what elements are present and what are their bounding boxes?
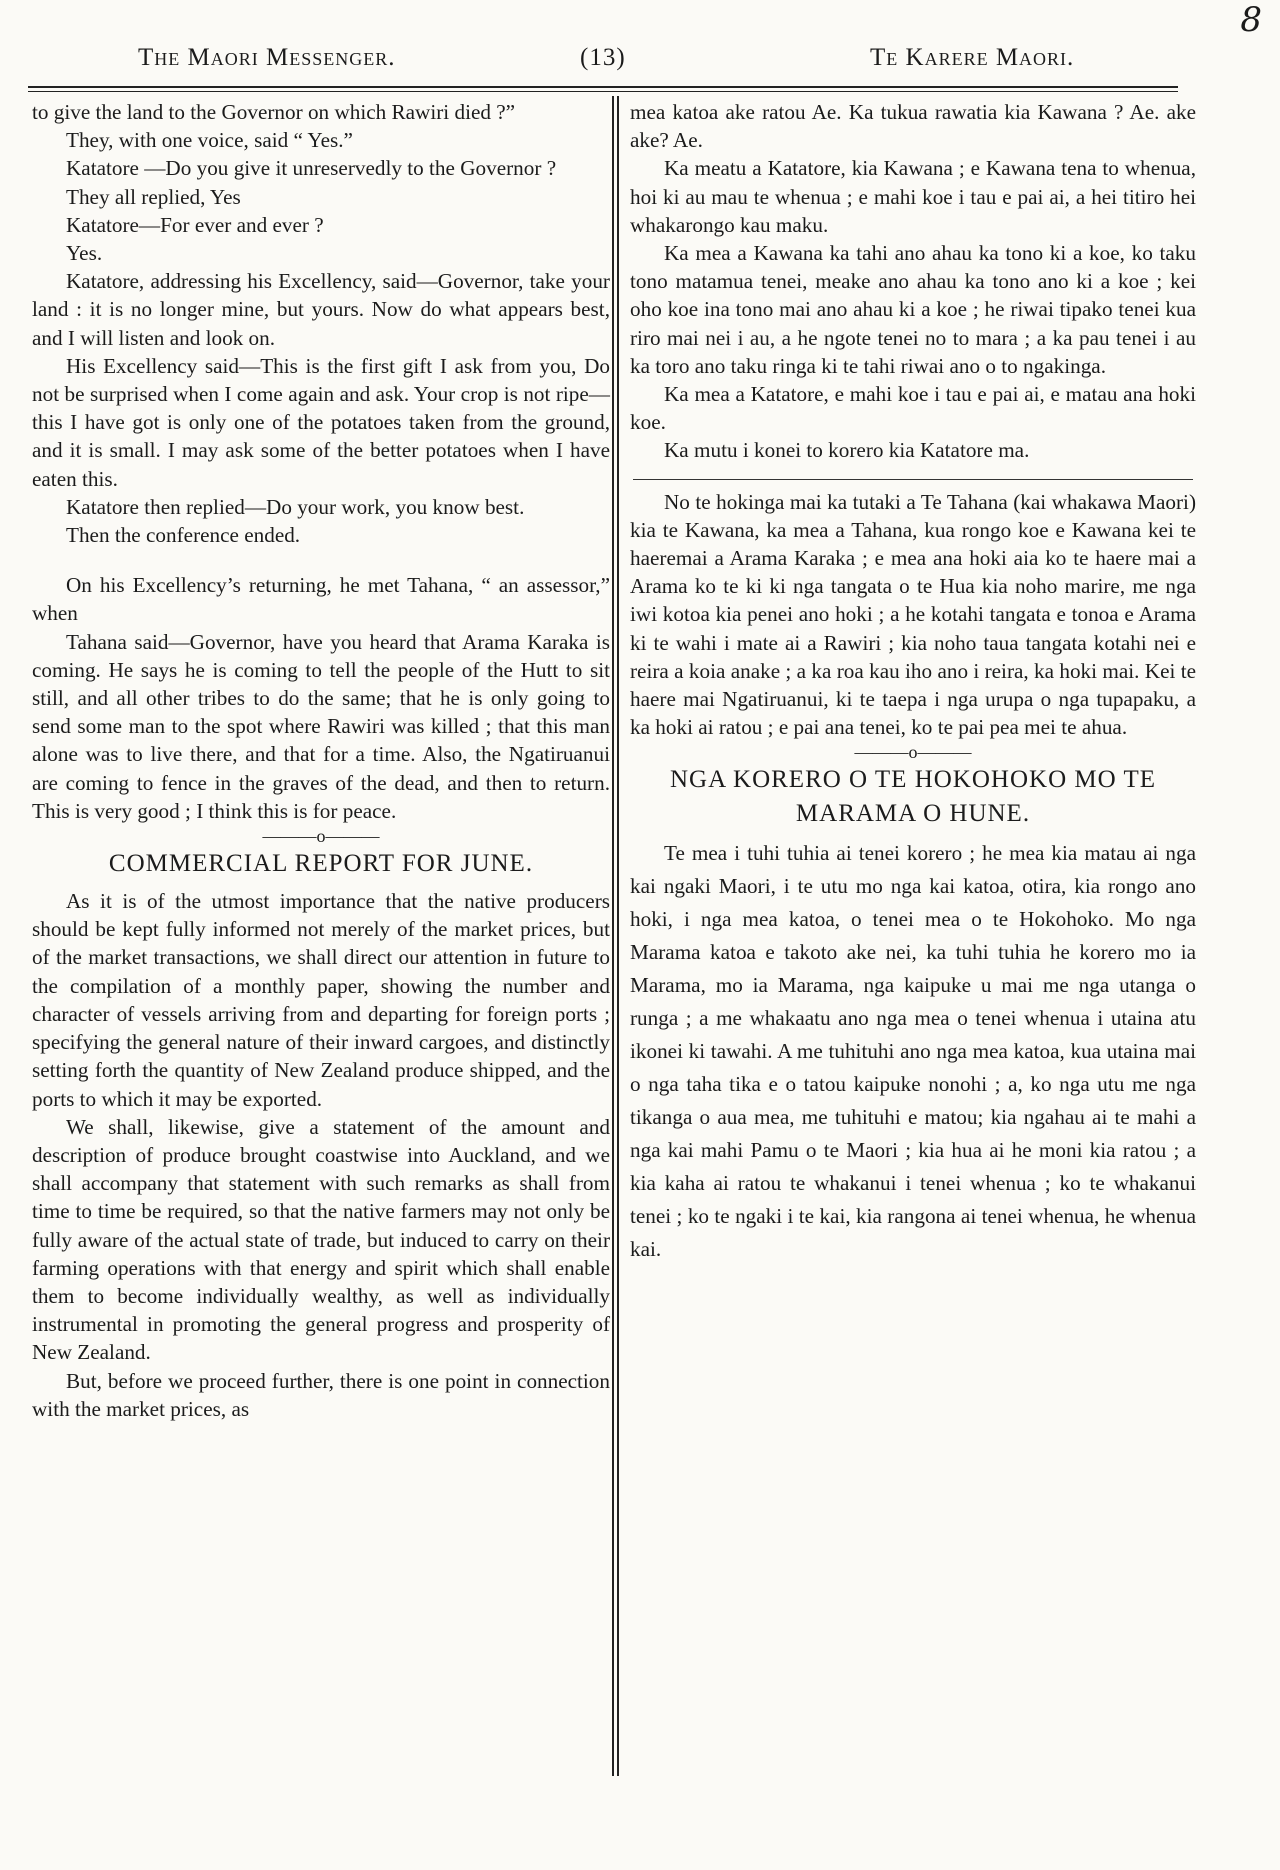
paragraph: Tahana said—Governor, have you heard that Arama Karaka is coming. He says he is coming to tell the people of the Hutt to sit still, and all other tribes to do the same; that he is only going to send some man to the spot where Rawiri was killed ; that this man alone was to live there, and that for a time. Also, the Ngatiruanui are coming to fence in the graves of the dead, and then to return. This is very good ; I think this is for peace. [32,629,610,823]
paragraph: They all replied, Yes [66,184,241,209]
page-header [0,36,1280,76]
paragraph: Ka meatu a Katatore, kia Kawana ; e Kawana tena to whenua, hoi ki au mau te whenua ; e mahi koe i tau e pai ai, a hei titiro hei whakarongo kau maku. [630,156,1196,237]
paragraph: to give the land to the Governor on which Rawiri died ?” [32,100,516,124]
paragraph: Ka mea a Kawana ka tahi ano ahau ka tono ki a koe, ko taku tono matamua tenei, meake ano ahau ka tono ano ki a koe ; kei oho koe ina tono mai ano ahau ki a koe ; he riwai tipako tenei kua riro mai nei i au, a he ngote tenei no to mara ; a ka pau tenei i au ka toro ano taku ringa ki te tahi riwai ano o to ngakinga. [630,241,1196,378]
section-heading: COMMERCIAL REPORT FOR JUNE. [108,850,534,878]
paragraph: Katatore then replied—Do your work, you know best. [66,494,525,519]
paragraph: mea katoa ake ratou Ae. Ka tukua rawatia kia Kawana ? Ae. ake ake? Ae. [630,100,1196,153]
maori-column [630,98,1196,1266]
paragraph: Ka mea a Katatore, e mahi koe i tau e pai ai, e matau ana hoki koe. [630,382,1196,435]
paragraph: On his Excellency’s returning, he met Tahana, “ an assessor,” when [32,573,610,626]
masthead-maori: Te Karere Maori. [870,44,1075,71]
paragraph: Te mea i tuhi tuhia ai tenei korero ; he mea kia matau ai nga kai ngaki Maori, i te utu mo nga kai katoa, otira, kia rongo ano hoki, i nga mea katoa, o tenei mea o te Hokohoko. Mo nga Marama katoa e takoto ake nei, ka tuhi tuhia he korero mo ia Marama, mo ia Marama, nga kaipuke u mai me nga utanga o runga ; a me whakaatu ano nga mea o tenei whenua i utaina atu ikonei ki tawahi. A me tuhituhi ano nga mea katoa, kua utaina mai o nga taha tika e o tatou kaipuke nonohi ; a, ko nga utu me nga tikanga o aua mea, me tuhituhi e matou; kia ngahau ai te mahi a nga kai mahi Pamu o te Maori ; kia hua ai he moni kia ratou ; a kia kaha ai ratou te whakanui i tenei whenua ; ko te whakanui tenei ; ko te ngaki i te kai, kia rangona ai tenei whenua, he whenua kai. [630,841,1196,1262]
header-rule-thin [28,91,1178,92]
paragraph: Katatore, addressing his Excellency, said—Governor, take your land : it is no longer mine, but yours. Now do what appears best, and I will listen and look on. [32,269,610,350]
header-rule [28,86,1178,88]
masthead-english: The Maori Messenger. [138,44,396,71]
english-column [32,98,610,1423]
paragraph: His Excellency said—This is the first gift I ask from you, Do not be surprised when I come again and ask. Your crop is not ripe—this I have got is only one of the potatoes taken from the ground, and it is small. I may ask some of the better potatoes when I have eaten this. [32,353,610,491]
paragraph: Ka mutu i konei to korero kia Katatore ma. [664,438,1030,463]
paragraph: Katatore —Do you give it unreservedly to the Governor ? [66,156,557,181]
paragraph: They, with one voice, said “ Yes.” [66,128,353,153]
column-divider [612,96,614,1776]
corner-page-mark: 8 [1240,0,1262,40]
column-divider [617,96,619,1776]
paragraph: Then the conference ended. [66,523,301,548]
ornament-divider: ———o——— [854,742,972,763]
paragraph: But, before we proceed further, there is one point in connection with the market prices, as [32,1368,610,1421]
section-heading: NGA KORERO O TE HOKOHOKO MO TE MARAMA O HUNE. [669,766,1157,828]
paragraph: No te hokinga mai ka tutaki a Te Tahana (kai whakawa Maori) kia te Kawana, ka mea a Tahana, kua rongo koe e Kawana kei te haeremai a Arama Karaka ; e mea ana hoki aia ko te haere mai a Arama ko te ki ki nga tangata o te Hua kia noho marire, me nga iwi kotoa kia penei ano hoki ; a he kotahi tangata e tonoa e Arama ki te wahi i mate ai a Rawiri ; kia noho taua tangata kotahi nei e reira a koia anake ; a ka roa kau iho ano i reira, ka hoki mai. Kei te haere mai Ngatiruanui, ki te taepa i nga urupa o nga tupapaku, a ka hoki ai ratou ; e pai ana tenei, ko te pai pea mei te ahua. [630,489,1196,740]
paragraph: Katatore—For ever and ever ? [66,212,324,237]
paragraph: As it is of the utmost importance that the native producers should be kept fully informed not merely of the market prices, but of the market transactions, we shall direct our attention in future to the compilation of a monthly paper, showing the number and character of vessels arriving from and departing for foreign ports ; specifying the general nature of their inward cargoes, and distinctly setting forth the quantity of New Zealand produce shipped, and the ports to which it may be exported. [32,889,610,1111]
paragraph: Yes. [66,241,103,266]
ornament-divider: ———o——— [262,826,380,847]
paragraph: We shall, likewise, give a statement of the amount and description of produce brought coastwise into Auckland, and we shall accompany that statement with such remarks as shall from time to time be required, so that the native farmers may not only be fully aware of the actual state of trade, but induced to carry on their farming operations with that energy and spirit which shall enable them to become individually wealthy, as well as individually instrumental in promoting the general progress and prosperity of New Zealand. [32,1114,610,1365]
page-number: (13) [580,44,626,71]
